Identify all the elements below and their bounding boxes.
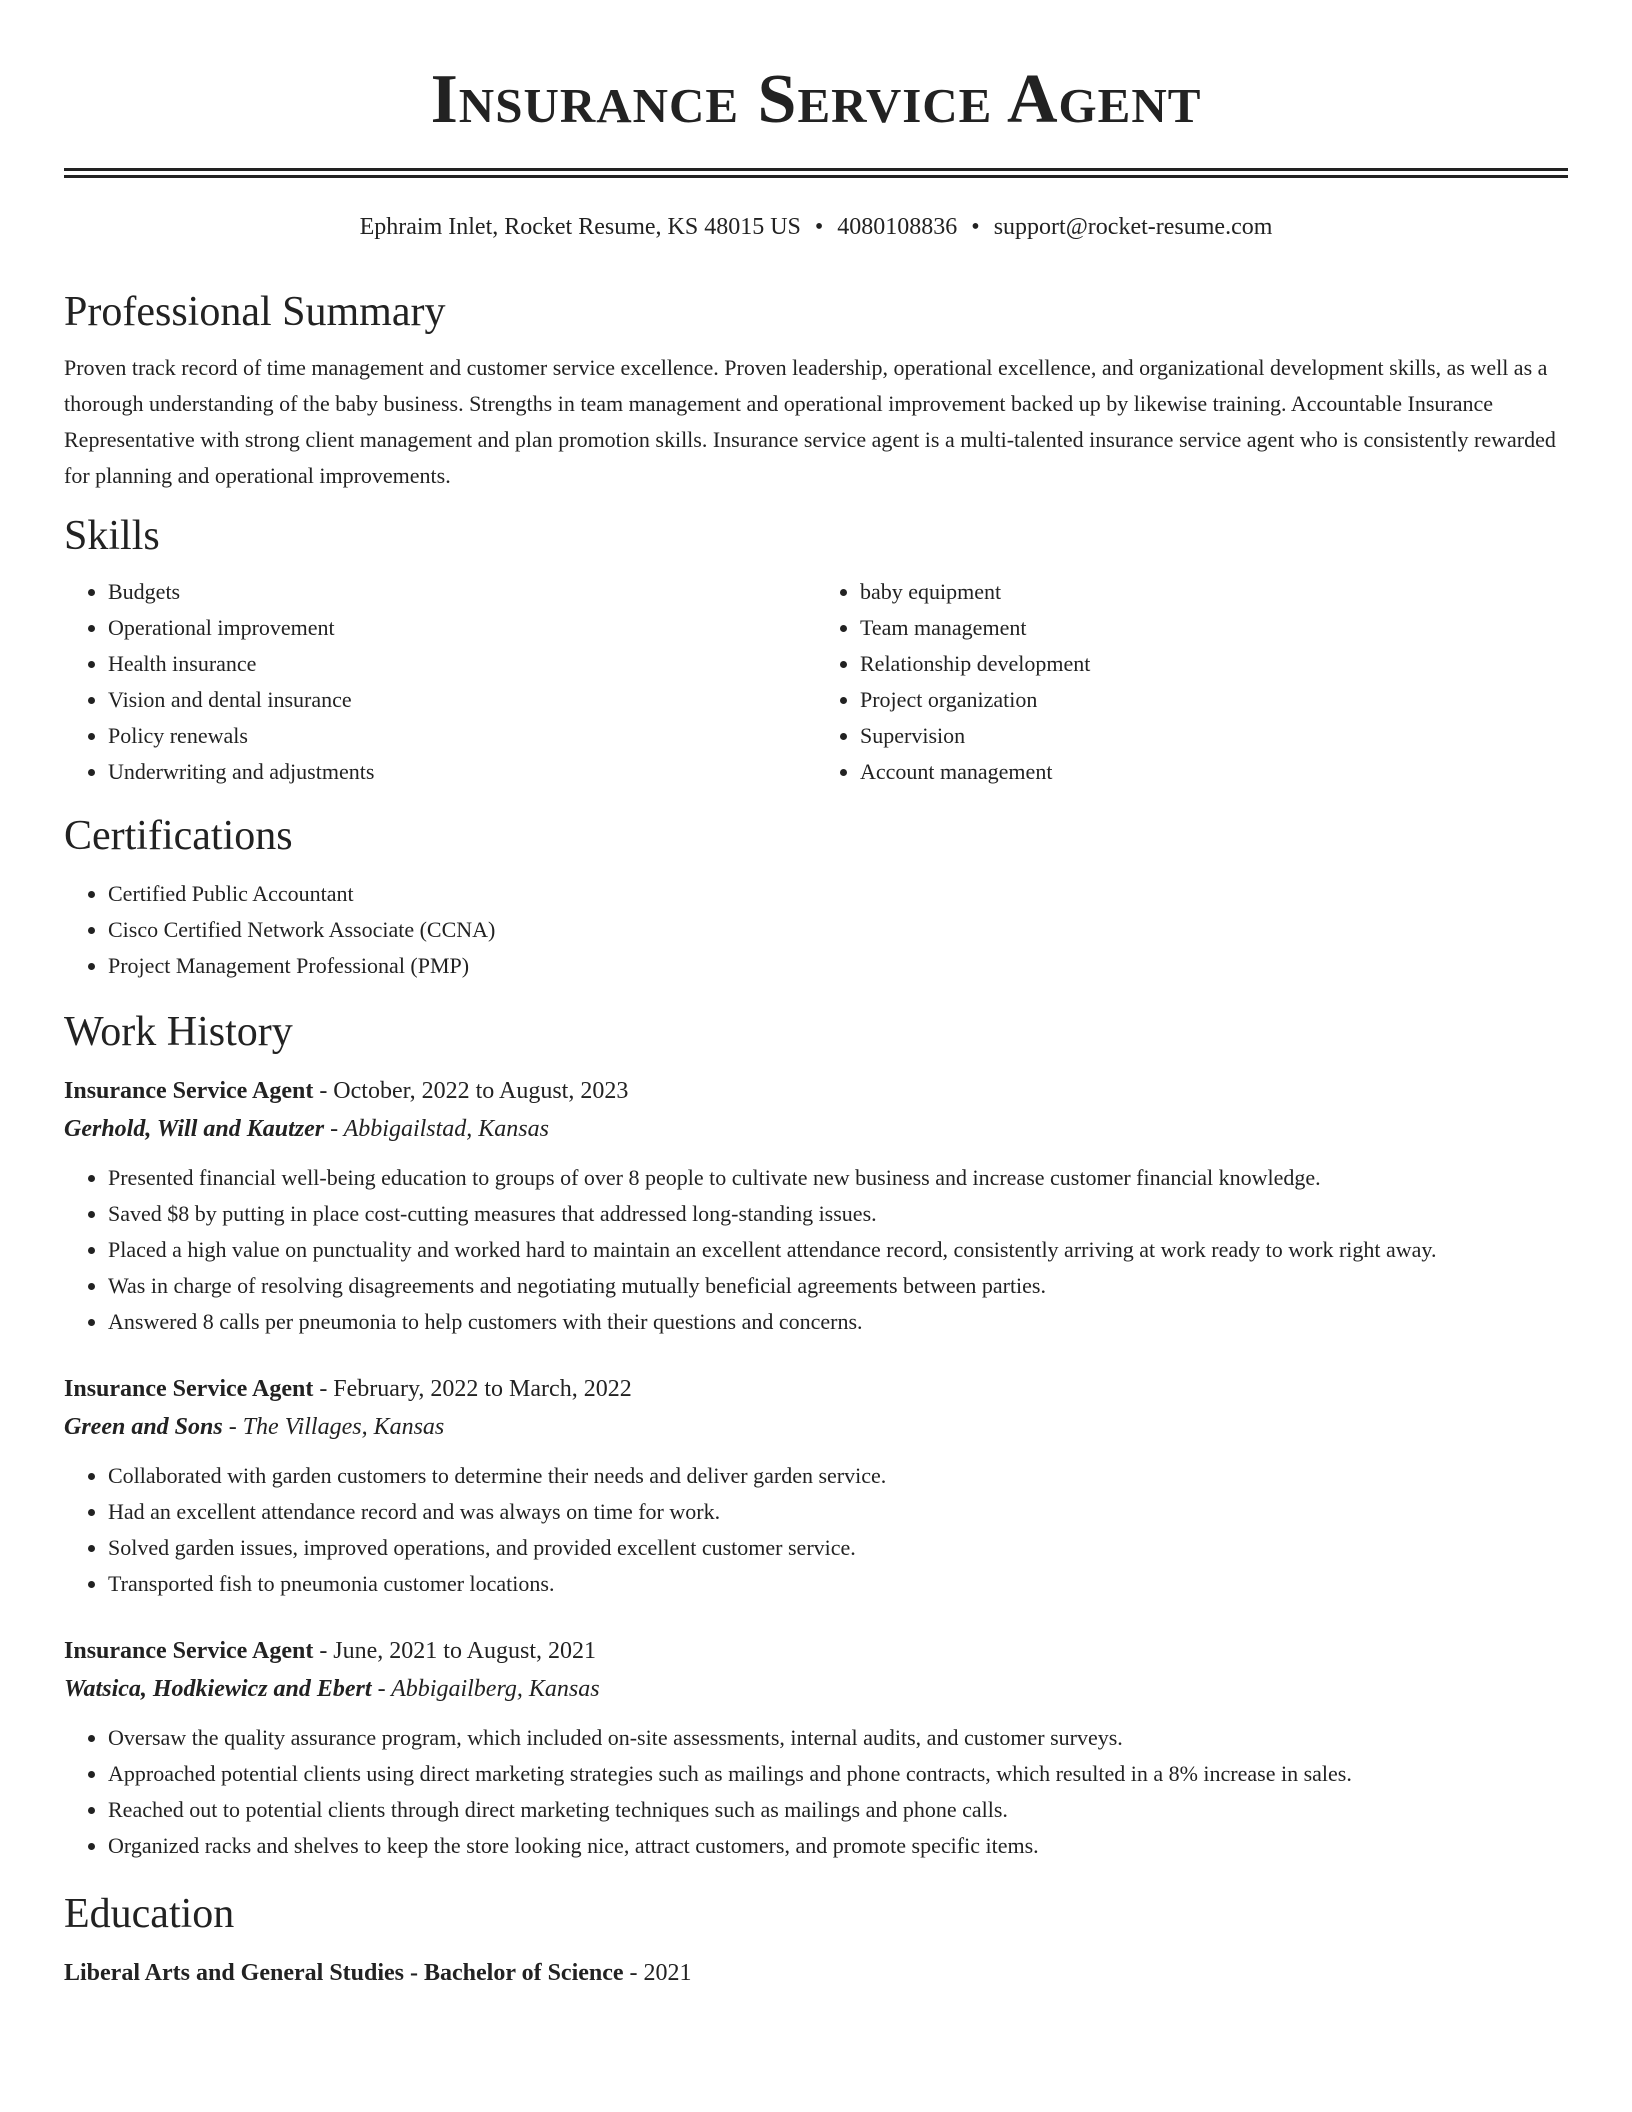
education-degree: - Bachelor of Science xyxy=(404,1960,624,1986)
job-bullet: • Oversaw the quality assurance program, which included on-site assessments, internal audits, and customer surveys. xyxy=(108,1720,1568,1756)
contact-address: Ephraim Inlet, Rocket Resume, KS 48015 US xyxy=(359,214,801,240)
work-history-heading: Work History xyxy=(64,1009,293,1055)
skill-item: • Health insurance xyxy=(108,646,816,682)
skill-item: • Account management xyxy=(860,754,1568,790)
job-location: - Abbigailberg, Kansas xyxy=(371,1676,600,1702)
certification-item: • Project Management Professional (PMP) xyxy=(108,948,1568,984)
skills-left-list xyxy=(64,574,816,790)
job-bullet: • Approached potential clients using direct marketing strategies such as mailings and phone contracts, which resulted in a 8% increase in sales. xyxy=(108,1756,1568,1792)
job-bullet: • Organized racks and shelves to keep the store looking nice, attract customers, and promote specific items. xyxy=(108,1828,1568,1864)
job-entry xyxy=(64,1370,1568,1602)
job-dates: - June, 2021 to August, 2021 xyxy=(313,1638,596,1664)
job-title: Insurance Service Agent xyxy=(64,1638,314,1664)
education-heading: Education xyxy=(64,1891,235,1937)
skill-item: • Underwriting and adjustments xyxy=(108,754,816,790)
job-location: - The Villages, Kansas xyxy=(222,1414,445,1440)
job-employer xyxy=(64,1408,1568,1446)
job-entry xyxy=(64,1072,1568,1340)
skills-heading: Skills xyxy=(64,513,160,559)
summary-heading: Professional Summary xyxy=(64,289,446,335)
job-bullet: • Saved $8 by putting in place cost-cutting measures that addressed long-standing issues. xyxy=(108,1196,1568,1232)
education-field: Liberal Arts and General Studies xyxy=(64,1960,405,1986)
job-bullets xyxy=(64,1720,1568,1864)
job-company: Watsica, Hodkiewicz and Ebert xyxy=(64,1676,372,1702)
education-entry xyxy=(64,1954,1568,1992)
job-employer xyxy=(64,1670,1568,1708)
job-bullet: • Solved garden issues, improved operations, and provided excellent customer service. xyxy=(108,1530,1568,1566)
skill-item: • Policy renewals xyxy=(108,718,816,754)
job-bullet: • Had an excellent attendance record and was always on time for work. xyxy=(108,1494,1568,1530)
job-title: Insurance Service Agent xyxy=(64,1078,314,1104)
certification-item: • Certified Public Accountant xyxy=(108,876,1568,912)
job-bullet: • Collaborated with garden customers to determine their needs and deliver garden service. xyxy=(108,1458,1568,1494)
summary-text: Proven track record of time management and customer service excellence. Proven leadership, operational excellence, and organizational development skills, as well as a thorough understanding of the baby business. Strengths in team management and operational improvement backed up by likewise training. Accountable Insurance Representative with strong client management and plan promotion skills. Insurance service agent is a multi-talented insurance service agent who is consistently rewarded for planning and operational improvements. xyxy=(64,355,1556,488)
job-bullet: • Reached out to potential clients through direct marketing techniques such as mailings and phone calls. xyxy=(108,1792,1568,1828)
skill-item: • Vision and dental insurance xyxy=(108,682,816,718)
contact-separator: • xyxy=(971,214,980,240)
resume-page xyxy=(64,0,1568,1992)
job-employer xyxy=(64,1110,1568,1148)
job-title: Insurance Service Agent xyxy=(64,1376,314,1402)
job-header xyxy=(64,1370,1568,1408)
resume-title: Insurance Service Agent xyxy=(430,61,1202,138)
certification-item: • Cisco Certified Network Associate (CCNA) xyxy=(108,912,1568,948)
job-header xyxy=(64,1072,1568,1110)
skill-item: • Team management xyxy=(860,610,1568,646)
certifications-heading: Certifications xyxy=(64,813,293,859)
skills-right-list xyxy=(816,574,1568,790)
job-bullets xyxy=(64,1160,1568,1340)
job-dates: - February, 2022 to March, 2022 xyxy=(313,1376,632,1402)
skill-item: • Operational improvement xyxy=(108,610,816,646)
job-bullet: • Presented financial well-being education to groups of over 8 people to cultivate new business and increase customer financial knowledge. xyxy=(108,1160,1568,1196)
contact-separator: • xyxy=(814,214,824,240)
job-bullet: • Answered 8 calls per pneumonia to help customers with their questions and concerns. xyxy=(108,1304,1568,1340)
contact-phone: 4080108836 xyxy=(837,214,958,240)
job-bullet: • Placed a high value on punctuality and worked hard to maintain an excellent attendance record, consistently arriving at work ready to work right away. xyxy=(108,1232,1568,1268)
job-bullets xyxy=(64,1458,1568,1602)
job-entry xyxy=(64,1632,1568,1864)
contact-line xyxy=(64,210,1568,244)
skill-item: • Supervision xyxy=(860,718,1568,754)
skills-columns xyxy=(64,574,1568,790)
job-bullet: • Was in charge of resolving disagreements and negotiating mutually beneficial agreements between parties. xyxy=(108,1268,1568,1304)
job-bullet: • Transported fish to pneumonia customer locations. xyxy=(108,1566,1568,1602)
job-location: - Abbigailstad, Kansas xyxy=(324,1116,549,1142)
education-year: - 2021 xyxy=(623,1960,692,1986)
job-company: Green and Sons xyxy=(64,1414,223,1440)
contact-email[interactable]: support@rocket-resume.com xyxy=(993,214,1273,240)
skill-item: • Budgets xyxy=(108,574,816,610)
title-divider xyxy=(64,168,1568,178)
job-company: Gerhold, Will and Kautzer xyxy=(64,1116,325,1142)
job-dates: - October, 2022 to August, 2023 xyxy=(313,1078,629,1104)
skill-item: • Relationship development xyxy=(860,646,1568,682)
skill-item: • Project organization xyxy=(860,682,1568,718)
skill-item: • baby equipment xyxy=(860,574,1568,610)
job-header xyxy=(64,1632,1568,1670)
certifications-list xyxy=(64,876,1568,984)
